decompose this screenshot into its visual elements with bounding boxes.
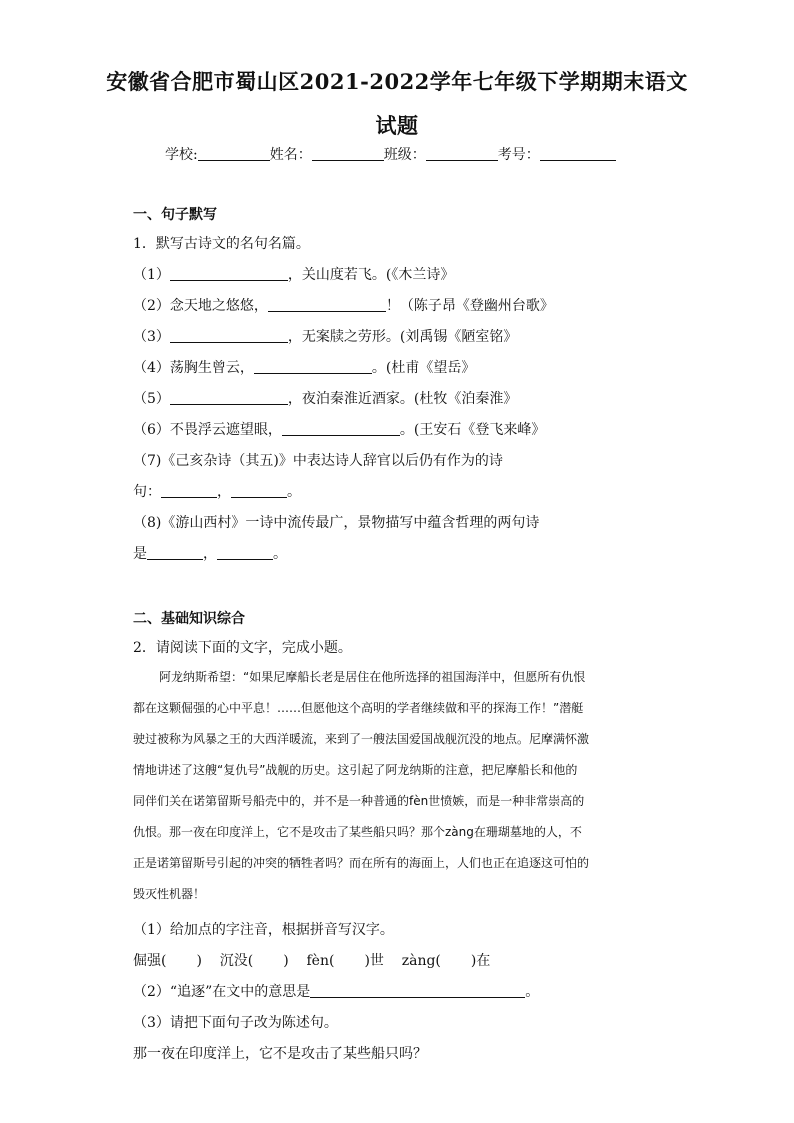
section1-heading: 一、句子默写 <box>133 207 217 223</box>
passage-line: 毁灭性机器！ <box>133 887 206 901</box>
q1-item-6 <box>133 421 545 439</box>
q1-item-8-line2 <box>133 545 287 563</box>
passage-line: 同伴们关在诺第留斯号船壳中的，并不是一种普通的fèn世愤嫉，而是一种非常崇高的 <box>133 794 585 808</box>
q1-item-1 <box>133 266 454 284</box>
paren-close: ) <box>283 953 289 969</box>
name-label: 姓名： <box>269 147 312 163</box>
question-text: （2）“追逐”在文中的意思是 <box>133 984 311 1000</box>
item-prefix: （4）荡胸生曾云， <box>133 360 254 376</box>
class-label: 班级： <box>383 147 426 163</box>
passage-line: 情地讲述了这艘“复仇号”战舰的历史。这引起了阿龙纳斯的注意，把尼摩船长和他的 <box>133 763 578 777</box>
sub-question-1: （1）给加点的字注音，根据拼音写汉字。 <box>133 922 394 938</box>
item-prefix: （5） <box>133 391 170 407</box>
q1-item-4 <box>133 359 475 377</box>
paren-close: )在 <box>470 953 491 969</box>
paren-close: ) <box>196 953 202 969</box>
sub-question-3: （3）请把下面句子改为陈述句。 <box>133 1015 338 1031</box>
answer-blank[interactable] <box>170 266 288 281</box>
answer-blank[interactable] <box>268 297 386 312</box>
exam-title-line1: 安徽省合肥市蜀山区2021-2022学年七年级下学期期末语文 <box>106 69 688 94</box>
school-blank[interactable] <box>198 146 270 161</box>
sub-question-3-sentence: 那一夜在印度洋上，它不是攻击了某些船只吗？ <box>133 1046 427 1062</box>
period: 。 <box>525 984 540 1000</box>
name-blank[interactable] <box>312 146 384 161</box>
item-suffix: ，无案牍之劳形。(刘禹锡《陋室铭》 <box>287 329 518 345</box>
question1-intro: 1．默写古诗文的名句名篇。 <box>133 236 310 252</box>
item-suffix: ，关山度若飞。(《木兰诗》 <box>287 267 455 283</box>
answer-blank[interactable] <box>310 983 525 998</box>
q1-item-7-line1: （7)《己亥杂诗（其五)》中表达诗人辞官以后仍有作为的诗 <box>133 453 503 469</box>
answer-blank[interactable] <box>254 359 372 374</box>
answer-blank[interactable] <box>231 483 287 498</box>
q1-item-3 <box>133 328 517 346</box>
q1-item-8-line1: （8)《游山西村》一诗中流传最广，景物描写中蕴含哲理的两句诗 <box>133 515 540 531</box>
q1-item-7-line2 <box>133 483 301 501</box>
answer-blank[interactable] <box>161 483 217 498</box>
exam-title-line2: 试题 <box>375 113 419 138</box>
separator: ， <box>203 546 217 562</box>
student-info-row <box>165 144 616 164</box>
period: 。 <box>287 484 301 500</box>
paren-close: )世 <box>364 953 384 969</box>
passage-line: 驶过被称为风暴之王的大西洋暖流，来到了一艘法国爱国战舰沉没的地点。尼摩满怀激 <box>133 732 590 746</box>
item-prefix: （1） <box>133 267 170 283</box>
item-prefix: 是 <box>133 546 147 562</box>
item-suffix: ，夜泊秦淮近酒家。(杜牧《泊秦淮》 <box>287 391 518 407</box>
answer-blank[interactable] <box>147 545 203 560</box>
passage-line: 正是诺第留斯号引起的冲突的牺牲者吗？而在所有的海面上，人们也正在追逐这可怕的 <box>133 856 590 870</box>
answer-blank[interactable] <box>282 421 400 436</box>
section2-heading: 二、基础知识综合 <box>133 611 245 627</box>
sub-question-2 <box>133 983 539 1001</box>
answer-blank[interactable] <box>170 390 288 405</box>
item-suffix: 。(王安石《登飞来峰》 <box>399 422 546 438</box>
reading-passage <box>133 662 659 910</box>
item-prefix: （6）不畏浮云遮望眼， <box>133 422 282 438</box>
item-suffix: ！（陈子昂《登幽州台歌》 <box>385 298 554 314</box>
item-prefix: （3） <box>133 329 170 345</box>
sub-question-1-answers <box>133 952 490 970</box>
separator: ， <box>217 484 231 500</box>
school-label: 学校: <box>165 147 198 163</box>
class-blank[interactable] <box>426 146 498 161</box>
word-label: 倔强( <box>133 953 167 969</box>
passage-line: 仇恨。那一夜在印度洋上，它不是攻击了某些船只吗？那个zàng在珊瑚墓地的人，不 <box>133 825 582 839</box>
passage-line: 阿龙纳斯希望：“如果尼摩船长老是居住在他所选择的祖国海洋中，但愿所有仇恨 <box>159 670 586 684</box>
question2-intro: 2．请阅读下面的文字，完成小题。 <box>133 640 352 656</box>
pinyin-label: fèn( <box>306 953 335 969</box>
item-prefix: 句： <box>133 484 161 500</box>
item-suffix: 。(杜甫《望岳》 <box>371 360 476 376</box>
q1-item-2 <box>133 297 554 315</box>
pinyin-label: zàng( <box>401 953 441 969</box>
item-prefix: （2）念天地之悠悠， <box>133 298 268 314</box>
word-label: 沉没( <box>219 953 254 969</box>
answer-blank[interactable] <box>170 328 288 343</box>
q1-item-5 <box>133 390 517 408</box>
answer-blank[interactable] <box>217 545 273 560</box>
passage-line: 都在这颗倔强的心中平息！……但愿他这个高明的学者继续做和平的探海工作！”潜艇 <box>133 701 584 715</box>
exam-number-label: 考号： <box>497 147 540 163</box>
exam-number-blank[interactable] <box>540 146 616 161</box>
period: 。 <box>273 546 287 562</box>
